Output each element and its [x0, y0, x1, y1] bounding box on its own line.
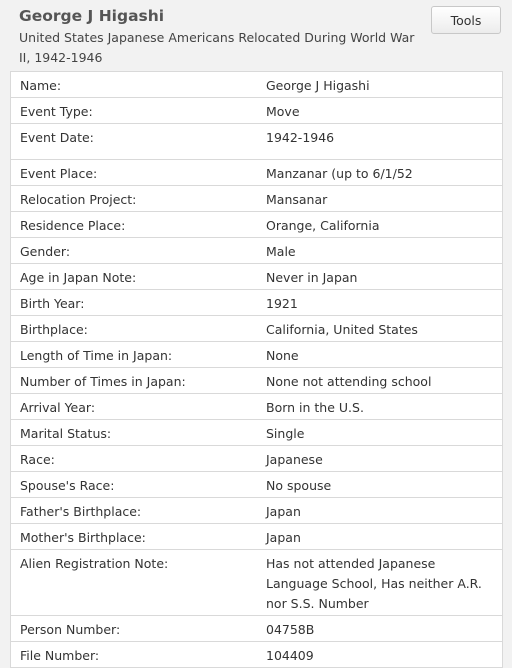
field-value: Mansanar	[248, 186, 502, 212]
field-label: Spouse's Race:	[11, 472, 248, 498]
field-value: Manzanar (up to 6/1/52	[248, 160, 502, 186]
record-row	[11, 642, 502, 668]
page-title: George J Higashi	[19, 7, 165, 25]
field-value: 1942-1946	[248, 124, 502, 160]
field-value: California, United States	[248, 316, 502, 342]
field-value: None	[248, 342, 502, 368]
field-label: Gender:	[11, 238, 248, 264]
record-row	[11, 316, 502, 342]
record-row	[11, 160, 502, 186]
field-value: 1921	[248, 290, 502, 316]
field-label: Age in Japan Note:	[11, 264, 248, 290]
record-row	[11, 72, 502, 98]
field-label: Residence Place:	[11, 212, 248, 238]
record-row	[11, 124, 502, 160]
record-details-panel	[10, 71, 503, 668]
record-row	[11, 550, 502, 616]
record-table	[11, 72, 502, 667]
field-value: Japanese	[248, 446, 502, 472]
field-value: Single	[248, 420, 502, 446]
field-value: Japan	[248, 524, 502, 550]
field-label: Person Number:	[11, 616, 248, 642]
field-value: Japan	[248, 498, 502, 524]
field-label: File Number:	[20, 648, 100, 663]
record-row	[11, 186, 502, 212]
field-value: 104409	[266, 648, 314, 663]
field-label: Arrival Year:	[11, 394, 248, 420]
record-row	[11, 368, 502, 394]
record-row	[11, 98, 502, 124]
field-value: Born in the U.S.	[248, 394, 502, 420]
record-row	[11, 212, 502, 238]
field-label: Mother's Birthplace:	[11, 524, 248, 550]
field-label: Father's Birthplace:	[11, 498, 248, 524]
field-value: No spouse	[248, 472, 502, 498]
field-label: Number of Times in Japan:	[11, 368, 248, 394]
tools-button[interactable]: Tools	[431, 6, 501, 34]
record-row	[11, 472, 502, 498]
record-table-body	[11, 72, 502, 667]
field-label: Alien Registration Note:	[11, 550, 248, 616]
record-row	[11, 290, 502, 316]
record-row	[11, 446, 502, 472]
field-label: Event Place:	[11, 160, 248, 186]
record-row	[11, 264, 502, 290]
record-row	[11, 394, 502, 420]
record-header	[0, 0, 512, 68]
field-label: Birthplace:	[11, 316, 248, 342]
record-row	[11, 238, 502, 264]
field-value: Male	[248, 238, 502, 264]
record-row	[11, 498, 502, 524]
field-label: Name:	[11, 72, 248, 98]
field-label: Relocation Project:	[11, 186, 248, 212]
field-value: None not attending school	[248, 368, 502, 394]
field-value: Never in Japan	[248, 264, 502, 290]
field-value: Orange, California	[248, 212, 502, 238]
field-label: Birth Year:	[11, 290, 248, 316]
record-row	[11, 342, 502, 368]
record-row	[11, 524, 502, 550]
field-label: Race:	[11, 446, 248, 472]
record-row	[11, 420, 502, 446]
record-row	[11, 616, 502, 642]
field-value: 04758B	[248, 616, 502, 642]
field-label: Length of Time in Japan:	[11, 342, 248, 368]
collection-title: United States Japanese Americans Relocated During World War II, 1942-1946	[19, 30, 415, 65]
field-label: Event Type:	[11, 98, 248, 124]
field-label: Marital Status:	[11, 420, 248, 446]
field-value: Move	[248, 98, 502, 124]
field-value: George J Higashi	[248, 72, 502, 98]
field-value: Has not attended Japanese Language School, Has neither A.R. nor S.S. Number	[248, 550, 502, 616]
field-label: Event Date:	[11, 124, 248, 160]
